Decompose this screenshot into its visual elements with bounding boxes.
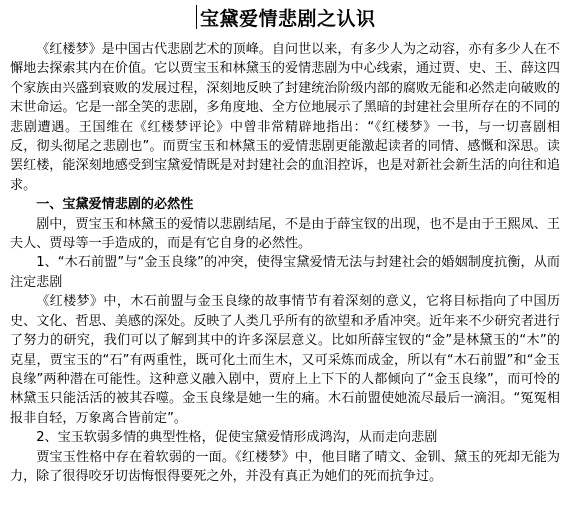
- text-cursor: [196, 5, 197, 29]
- section-paragraph: 剧中，贾宝玉和林黛玉的爱情以悲剧结尾，不是由于薛宝钗的出现，也不是由于王熙凤、王夫人、贾母等一手造成的，而是有它自身的必然性。: [10, 216, 560, 252]
- section-heading: 一、宝黛爱情悲剧的必然性: [36, 197, 194, 213]
- subsection-paragraph-1: 《红楼梦》中，木石前盟与金玉良缘的故事情节有着深刻的意义，它将目标指向了中国历史、文化、哲思、美感的深处。反映了人类几乎所有的欲望和矛盾冲突。近年来不少研究者进行了努力的研究，我们可以了解到其中的许多深层意义。比如所薛宝钗的“金”是林黛玉的“木”的克星，贾宝玉的“石”有两重性，既可化土而生木，又可采炼而成金，所以有“木石前盟”和“金玉良缘”两种潜在可能性。这种意义融入剧中，贾府上上下下的人都倾向了“金玉良缘”，而可怜的林黛玉只能活活的被其吞噬。金玉良缘是她一生的痛。木石前盟使她流尽最后一滴泪。“冤冤相报非自轻，万象离合皆前定”。: [10, 294, 560, 426]
- subsection-paragraph-2: 贾宝玉性格中存在着软弱的一面。《红楼梦》中，他目睹了晴文、金钏、黛玉的死却无能为力，除了很得咬牙切齿悔恨得要死之外，并没有真正为她们的死而抗争过。: [10, 449, 560, 484]
- document-body: [10, 40, 560, 486]
- subsection-heading-2: 2、宝玉软弱多情的典型性格，促使宝黛爱情形成鸿沟，从而走向悲剧: [36, 430, 438, 446]
- title-row: [10, 0, 560, 40]
- subsection-heading-1: 1、“木石前盟”与“金玉良缘”的冲突，使得宝黛爱情无法与封建社会的婚姻制度抗衡，从而注定悲剧: [10, 255, 560, 290]
- intro-paragraph: 《红楼梦》是中国古代悲剧艺术的顶峰。自问世以来，有多少人为之动容，亦有多少人在不懈地去探索其内在价值。它以贾宝玉和林黛玉的爱情悲剧为中心线索，通过贾、史、王、薛这四个家族由兴盛到衰败的发展过程，深刻地反映了封建统治阶级内部的腐败无能和必然走向破败的末世命运。它是一部全笑的悲剧，多角度地、全方位地展示了黑暗的封建社会里所存在的不同的悲剧遭遇。王国维在《红楼梦评论》中曾非常精辟地指出：“《红楼梦》一书，与一切喜剧相反，彻头彻尾之悲剧也”。而贾宝玉和林黛玉的爱情悲剧更能激起读者的同情、感慨和深思。读罢红楼，能深刻地感受到宝黛爱情既是对封建社会的血泪控诉，也是对新社会新生活的向往和追求。: [10, 42, 560, 193]
- page-title: 宝黛爱情悲剧之认识: [200, 8, 376, 30]
